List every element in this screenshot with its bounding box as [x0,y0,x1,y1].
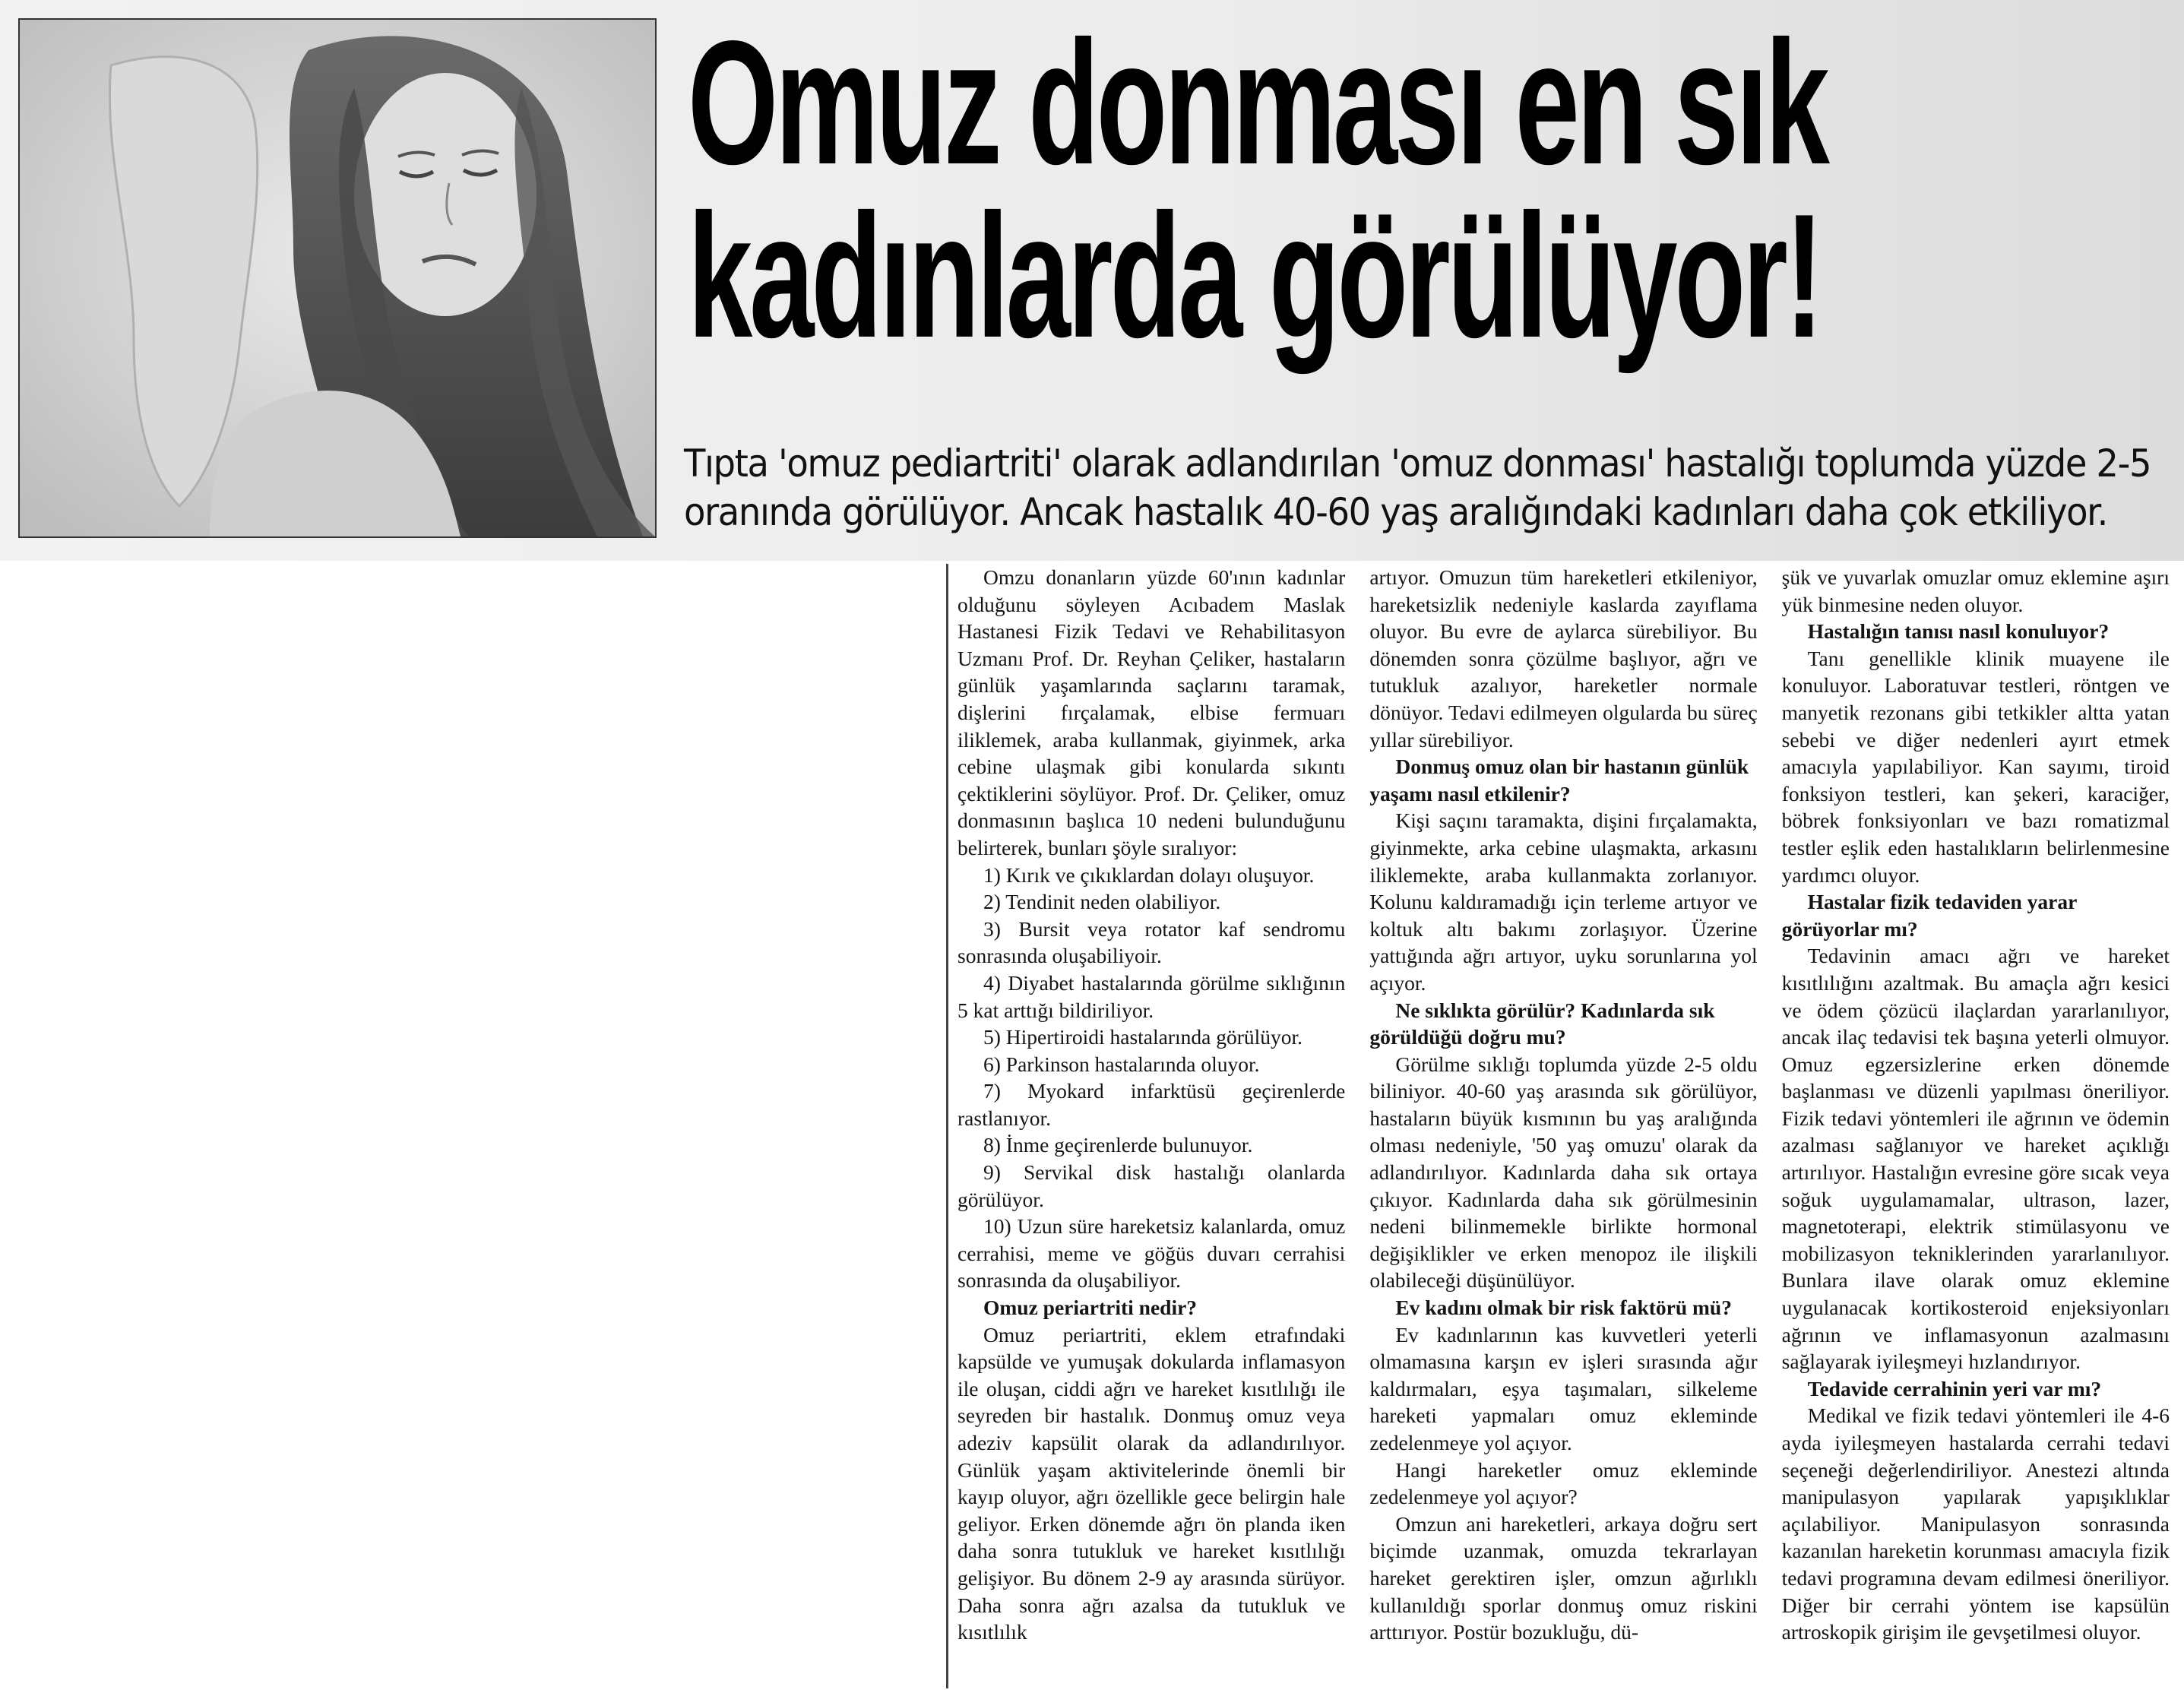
headline [688,5,1827,375]
paragraph: 6) Parkinson hastalarında oluyor. [983,1052,1260,1076]
paragraph: Tanı genellikle klinik muayene ile konuluyor. Laboratuvar testleri, röntgen ve manyetik rezonans gibi tetkikler altta yatan sebebi ve diğer nedenleri ayırt etmek amacıyla yapılabiliyor. Kan sayımı, tiroid fonksiyon testleri, kan şekeri, karaciğer, böbrek fonksiyonları ve bazı romatizmal testler eşlik eden hastalıkların belirlenmesine yardımcı oluyor. [1781,646,2170,887]
paragraph: 8) İnme geçirenlerde bulunuyor. [983,1133,1253,1157]
paragraph: 9) Servikal disk hastalığı olanlarda görülüyor. [957,1160,1346,1211]
section-heading: Ev kadını olmak bir risk faktörü mü? [1395,1296,1732,1320]
deck-line-1: Tıpta 'omuz pediartriti' olarak adlandırılan 'omuz donması' hastalığı toplumda yüzde 2-5 [684,441,2151,486]
paragraph: 10) Uzun süre hareketsiz kalanlarda, omuz cerrahisi, meme ve göğüs duvarı cerrahisi sonrasında da oluşabiliyor. [957,1214,1346,1293]
paragraph: 5) Hipertiroidi hastalarında görülüyor. [983,1025,1303,1049]
paragraph: Omuz periartriti, eklem etrafındaki kapsülde ve yumuşak dokularda inflamasyon ile oluşan, ciddi ağrı ve hareket kısıtlılığı ile seyreden bir hastalık. Donmuş omuz veya adeziv kapsülit olarak da adlandırılıyor. Günlük yaşam aktivitelerinde önemli bir kayıp oluyor, ağrı özellikle gece belirgin hale geliyor. Erken dönemde ağrı ön planda iken daha sonra tutukluk ve hareket kısıtlılığı gelişiyor. Bu dönem 2-9 ay arasında sürüyor. Daha sonra ağrı azalsa da tutukluk ve kısıtlılık [957,1322,1346,1644]
headline-line-1: Omuz donması en sık [688,5,1827,201]
article-photo [18,18,657,538]
paragraph: Hangi hareketler omuz ekleminde zedelenmeye yol açıyor? [1369,1457,1758,1509]
section-heading: Hastalığın tanısı nasıl konuluyor? [1807,619,2110,644]
section-heading: Ne sıklıkta görülür? Kadınlarda sık görüldüğü doğru mu? [1369,998,1715,1049]
paragraph: 4) Diyabet hastalarında görülme sıklığının 5 kat arttığı bildiriliyor. [957,970,1346,1022]
paragraph: artıyor. Omuzun tüm hareketleri etkileniyor, hareketsizlik nedeniyle kaslarda zayıflama oluyor. Bu evre de aylarca sürebiliyor. Bu dönemden sonra çözülme başlıyor, ağrı ve tutukluk azalıyor, hareketler normale dönüyor. Tedavi edilmeyen olgularda bu süreç yıllar sürebiliyor. [1369,565,1758,752]
article-body [946,564,2170,1688]
paragraph: 7) Myokard infarktüsü geçirenlerde rastlanıyor. [957,1079,1346,1130]
paragraph: Ev kadınlarının kas kuvvetleri yeterli olmamasına karşın ev işleri sırasında ağır kaldırmaları, eşya taşımaları, silkeleme hareketi yapmaları omuz ekleminde zedelenmeye yol açıyor. [1369,1322,1758,1454]
section-heading: Hastalar fizik tedaviden yarar görüyorlar mı? [1781,890,2077,941]
paragraph: Görülme sıklığı toplumda yüzde 2-5 oldu biliniyor. 40-60 yaş arasında sık görülüyor, hastaların büyük kısmının bu yaş aralığında olması nedeniyle, '50 yaş omuzu' olarak da adlandırılıyor. Kadınlarda daha sık ortaya çıkıyor. Kadınlarda daha sık görülmesinin nedeni bilinmemekle birlikte hormonal değişiklikler ve erken menopoz ile ilişkili olabileceği düşünülüyor. [1369,1052,1758,1293]
section-heading: Donmuş omuz olan bir hastanın günlük yaşamı nasıl etkilenir? [1369,755,1749,805]
section-heading: Tedavide cerrahinin yeri var mı? [1807,1376,2102,1400]
article-column-2 [1369,564,1757,1688]
paragraph: Tedavinin amacı ağrı ve hareket kısıtlılığını azaltmak. Bu amaçla ağrı kesici ve ödem çözücü ilaçlardan yararlanılıyor, ancak ilaç tedavisi tek başına yeterli olmuyor. Omuz egzersizlerine erken dönemde başlanması ve düzenli yapılması öneriliyor. Fizik tedavi yöntemleri ile ağrının ve ödemin azalması sağlanıyor ve hareket açıklığı artırılıyor. Hastalığın evresine göre sıcak veya soğuk uygulamamalar, ultrason, lazer, magnetoterapi, elektrik stimülasyonu ve mobilizasyon tekniklerinden yararlanılıyor. Bunlara ilave olarak omuz eklemine uygulanacak kortikosteroid enjeksiyonları ağrının ve inflamasyonun azalmasını sağlayarak iyileşmeyi hızlandırıyor. [1781,944,2170,1374]
deck-line-2: oranında görülüyor. Ancak hastalık 40-60 yaş aralığındaki kadınları daha çok etkiliyor. [684,490,2107,534]
paragraph: Omzu donanların yüzde 60'ının kadınlar olduğunu söyleyen Acıbadem Maslak Hastanesi Fizik Tedavi ve Rehabilitasyon Uzmanı Prof. Dr. Reyhan Çeliker, hastaların günlük yaşamlarında saçlarını taramak, dişlerini fırçalamak, elbise fermuarı iliklemek, araba kullanmak, giyinmek, arka cebine ulaşmak gibi konularda sıkıntı çektiklerini söylüyor. Prof. Dr. Çeliker, omuz donmasının başlıca 10 nedeni bulunduğunu belirterek, bunları şöyle sıralıyor: [957,565,1346,859]
paragraph: 3) Bursit veya rotator kaf sendromu sonrasında oluşabiliyoir. [957,916,1346,968]
paragraph: Medikal ve fizik tedavi yöntemleri ile 4-6 ayda iyileşmeyen hastalarda cerrahi tedavi seçeneği değerlendiriliyor. Anestezi altında manipulasyon yapılarak yapışıklıklar açılabiliyor. Manipulasyon sonrasında kazanılan hareketin korunması amacıyla fizik tedavi programına devam edilmesi öneriliyor. Diğer bir cerrahi yöntem ise kapsülün artroskopik girişim ile gevşetilmesi oluyor. [1781,1403,2170,1644]
paragraph: 2) Tendinit neden olabiliyor. [983,890,1221,914]
paragraph: Kişi saçını taramakta, dişini fırçalamakta, giyinmekte, arka cebine ulaşmakta, arkasını iliklemekte, araba kullanmakta zorlanıyor. Kolunu kaldıramadığı için terleme artıyor ve koltuk altı bakımı zorlaşıyor. Üzerine yattığında ağrı artıyor, uyku sorunlarına yol açıyor. [1369,809,1758,995]
deck [684,439,2151,536]
article-column-1 [957,564,1345,1688]
headline-line-2: kadınlarda görülüyor! [688,178,1821,375]
section-heading: Omuz periartriti nedir? [983,1296,1198,1320]
article-column-3 [1782,564,2170,1688]
paragraph: şük ve yuvarlak omuzlar omuz eklemine aşırı yük binmesine neden oluyor. [1781,565,2170,616]
woman-shoulder-pain-photo-icon [20,20,655,536]
paragraph: Omzun ani hareketleri, arkaya doğru sert biçimde uzanmak, omuzda tekrarlayan hareket gerektiren işler, omzun ağırlıklı kullanıldığı sporlar donmuş omuz riskini arttırıyor. Postür bozukluğu, dü- [1369,1511,1758,1644]
paragraph: 1) Kırık ve çıkıklardan dolayı oluşuyor. [983,862,1315,887]
